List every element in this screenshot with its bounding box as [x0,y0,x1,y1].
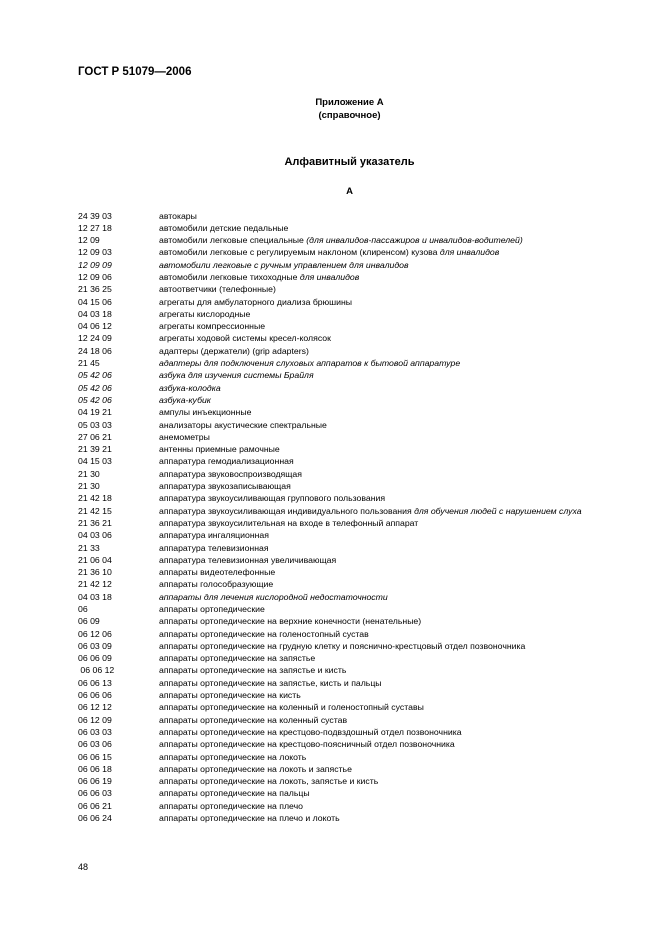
entry-code: 21 33 [78,542,100,553]
index-entry [78,800,618,812]
entry-term-text: агрегаты кислородные [159,308,251,319]
index-entry [78,603,618,615]
entry-term [159,455,618,467]
entry-term [159,369,618,381]
index-entry [78,332,618,344]
index-entry [78,751,618,763]
entry-term-text: аппараты видеотелефонные [159,567,276,578]
entry-term-text: агрегаты для амбулаторного диализа брюшины [159,296,353,307]
entry-term-text: аппаратура звукозаписывающая [159,481,291,492]
entry-code: 05 42 06 [78,370,112,381]
entry-term-text: агрегаты компрессионные [159,321,266,332]
entry-term [159,738,618,750]
entry-code: 21 42 18 [78,493,112,504]
entry-term [159,640,618,652]
index-entries [78,210,618,825]
entry-term-text: аппаратура телевизионная увеличивающая [159,554,337,565]
entry-term-text: аппараты ортопедические на плечо [159,800,303,811]
index-title: Алфавитный указатель [284,156,415,168]
entry-term [159,652,618,664]
entry-term [159,210,618,222]
entry-term-text: агрегаты ходовой системы кресел-колясок [159,333,331,344]
entry-term-text: анализаторы акустические спектральные [159,419,327,430]
entry-term [159,591,618,603]
entry-code: 24 39 03 [78,210,112,221]
entry-term [159,332,618,344]
entry-code: 12 09 [78,235,100,246]
entry-term-text: аппаратура звукоусилительная на входе в телефонный аппарат [159,517,419,528]
entry-term-text: автомобили легковые с регулируемым наклоном (клиренсом) кузова [159,247,440,258]
appendix-subtitle: (справочное) [318,110,381,121]
index-entry [78,369,618,381]
entry-term-text: анемометры [159,431,210,442]
index-entry [78,554,618,566]
entry-term [159,345,618,357]
entry-code: 21 42 15 [78,505,112,516]
entry-term [159,394,618,406]
entry-term-text: автомобили детские педальные [159,222,289,233]
index-entry [78,357,618,369]
index-entry [78,652,618,664]
entry-term-text: аппараты ортопедические на крестцово-поясничный отдел позвоночника [159,739,455,750]
entry-code: 12 24 09 [78,333,112,344]
entry-term [159,566,618,578]
entry-code: 21 36 25 [78,284,112,295]
entry-term-text: аппараты ортопедические на коленный и голеностопный суставы [159,702,424,713]
index-entry [78,345,618,357]
entry-code: 06 12 12 [78,702,112,713]
index-entry [78,812,618,824]
entry-code: 27 06 21 [78,431,112,442]
entry-code: 06 06 09 [78,653,112,664]
index-entry [78,394,618,406]
entry-term [159,234,618,246]
entry-term-text: азбука-кубик [159,394,211,405]
index-entry [78,492,618,504]
entry-code: 05 03 03 [78,419,112,430]
index-entry [78,320,618,332]
entry-term [159,529,618,541]
entry-term-note: для обучения людей с нарушением слуха [414,505,582,516]
entry-code: 06 06 19 [78,776,112,787]
entry-term [159,468,618,480]
entry-term [159,357,618,369]
index-entry [78,419,618,431]
entry-term-text: аппараты ортопедические на запястье, кисть и пальцы [159,677,382,688]
entry-code: 21 30 [78,481,100,492]
entry-term-text: автоответчики (телефонные) [159,284,276,295]
index-entry [78,787,618,799]
entry-code: 21 06 04 [78,554,112,565]
entry-term-note: для инвалидов [299,271,360,282]
index-entry [78,234,618,246]
index-entry [78,443,618,455]
index-entry [78,714,618,726]
entry-term-text: аппаратура гемодиализационная [159,456,294,467]
index-entry [78,271,618,283]
entry-term [159,308,618,320]
index-entry [78,480,618,492]
entry-term [159,800,618,812]
entry-code: 06 06 24 [78,813,112,824]
entry-term [159,406,618,418]
entry-code: 06 03 09 [78,640,112,651]
index-letter: А [346,186,353,197]
entry-term [159,480,618,492]
entry-term [159,787,618,799]
entry-term [159,628,618,640]
index-entry [78,726,618,738]
entry-term-text: адаптеры (держатели) (grip adapters) [159,345,309,356]
entry-code: 12 27 18 [78,222,112,233]
entry-term-note: для инвалидов [439,247,500,258]
entry-term-text: автомобили легковые тихоходные [159,271,300,282]
page-number: 48 [78,862,89,872]
entry-term [159,259,618,271]
index-entry [78,296,618,308]
entry-term-text: аппаратура звуковоспроизводящая [159,468,302,479]
entry-code: 06 06 03 [78,788,112,799]
index-entry [78,406,618,418]
entry-term-text: аппараты ортопедические на плечо и локоть [159,813,340,824]
entry-code: 21 36 10 [78,567,112,578]
index-entry [78,628,618,640]
entry-code: 04 15 03 [78,456,112,467]
index-entry [78,283,618,295]
entry-code: 21 30 [78,468,100,479]
entry-term [159,763,618,775]
entry-term [159,419,618,431]
entry-term [159,554,618,566]
entry-term-text: автомобили легковые специальные [159,235,307,246]
entry-term [159,664,618,676]
index-entry [78,246,618,258]
entry-term-text: аппараты ортопедические на запястье и кисть [159,665,347,676]
index-entry [78,578,618,590]
entry-term-text: аппараты ортопедические на локоть [159,751,307,762]
entry-code: 06 06 12 [78,665,115,676]
entry-code: 06 12 06 [78,628,112,639]
entry-code: 21 36 21 [78,517,112,528]
entry-code: 06 09 [78,616,100,627]
entry-term-text: ампулы инъекционные [159,407,252,418]
entry-code: 06 12 09 [78,714,112,725]
entry-code: 04 03 06 [78,530,112,541]
entry-term-text: аппараты ортопедические на локоть, запястье и кисть [159,776,379,787]
index-entry [78,529,618,541]
index-entry [78,664,618,676]
entry-code: 04 19 21 [78,407,112,418]
index-entry [78,308,618,320]
index-entry [78,701,618,713]
entry-code: 04 15 06 [78,296,112,307]
entry-term-text: аппараты ортопедические на голеностопный сустав [159,628,369,639]
entry-term [159,701,618,713]
entry-term-note: (для инвалидов-пассажиров и инвалидов-водителей) [306,235,523,246]
entry-term [159,443,618,455]
index-entry [78,677,618,689]
index-entry [78,431,618,443]
entry-term [159,222,618,234]
entry-term [159,812,618,824]
entry-term-text: аппараты голособразующие [159,579,274,590]
entry-term [159,775,618,787]
entry-code: 12 09 06 [78,271,112,282]
index-entry [78,640,618,652]
entry-term [159,714,618,726]
entry-code: 24 18 06 [78,345,112,356]
entry-code: 06 06 21 [78,800,112,811]
index-entry [78,738,618,750]
entry-code: 04 06 12 [78,321,112,332]
entry-code: 06 06 06 [78,690,112,701]
index-entry [78,222,618,234]
entry-code: 06 03 06 [78,739,112,750]
entry-term-text: аппараты для лечения кислородной недостаточности [159,591,388,602]
entry-term [159,320,618,332]
entry-term-text: аппараты ортопедические на пальцы [159,788,310,799]
appendix-heading [0,96,661,122]
entry-term-text: аппараты ортопедические на коленный сустав [159,714,348,725]
entry-term [159,542,618,554]
index-entry [78,517,618,529]
entry-term-text: аппаратура звукоусиливающая индивидуального пользования [159,505,415,516]
entry-term-text: аппараты ортопедические на локоть и запястье [159,763,352,774]
entry-term [159,382,618,394]
appendix-title: Приложение А [315,97,384,108]
entry-term-text: аппараты ортопедические на верхние конечности (ненательные) [159,616,422,627]
entry-code: 06 06 18 [78,763,112,774]
entry-term [159,246,618,258]
entry-code: 06 06 15 [78,751,112,762]
entry-term-text: азбука-колодка [159,382,221,393]
entry-code: 12 09 03 [78,247,112,258]
entry-term [159,271,618,283]
entry-term-text: аппараты ортопедические на кисть [159,690,301,701]
index-entry [78,455,618,467]
entry-term-text: аппараты ортопедические [159,604,265,614]
entry-code: 06 03 03 [78,726,112,737]
entry-code: 04 03 18 [78,591,112,602]
index-entry [78,591,618,603]
entry-term [159,505,618,517]
index-entry [78,382,618,394]
entry-term [159,517,618,529]
entry-term [159,726,618,738]
entry-term-text: азбука для изучения системы Брайля [159,370,314,381]
index-entry [78,542,618,554]
entry-term [159,492,618,504]
entry-term-text: аппараты ортопедические на крестцово-подвздошный отдел позвоночника [159,726,462,737]
entry-term-text: аппараты ортопедические на запястье [159,653,316,664]
entry-code: 12 09 09 [78,259,112,270]
entry-term-text: автомобили легковые с ручным управлением для инвалидов [159,259,409,270]
index-entry [78,689,618,701]
entry-term [159,283,618,295]
index-entry [78,259,618,271]
entry-term [159,689,618,701]
entry-term [159,615,618,627]
index-entry [78,763,618,775]
entry-code: 21 39 21 [78,444,112,455]
document-header: ГОСТ Р 51079—2006 [78,66,192,78]
entry-code: 21 42 12 [78,579,112,590]
entry-term [159,431,618,443]
index-entry [78,210,618,222]
entry-term-text: аппаратура звукоусиливающая группового пользования [159,493,386,504]
entry-term-text: аппаратура ингаляционная [159,530,269,541]
index-entry [78,775,618,787]
entry-term [159,677,618,689]
index-entry [78,468,618,480]
entry-term [159,751,618,763]
entry-code: 21 45 [78,358,100,369]
entry-term [159,603,618,615]
entry-code: 06 06 13 [78,677,112,688]
index-entry [78,566,618,578]
entry-term [159,296,618,308]
entry-term-text: антенны приемные рамочные [159,444,280,455]
entry-code: 06 [78,604,88,614]
entry-code: 04 03 18 [78,308,112,319]
index-entry [78,505,618,517]
entry-code: 05 42 06 [78,382,112,393]
entry-term-text: аппаратура телевизионная [159,542,269,553]
entry-term-text: автокары [159,210,197,221]
entry-term-text: аппараты ортопедические на грудную клетку и пояснично-крестцовый отдел позвоночника [159,640,526,651]
entry-term-text: адаптеры для подключения слуховых аппаратов к бытовой аппаратуре [159,358,461,369]
index-entry [78,615,618,627]
entry-term [159,578,618,590]
entry-code: 05 42 06 [78,394,112,405]
